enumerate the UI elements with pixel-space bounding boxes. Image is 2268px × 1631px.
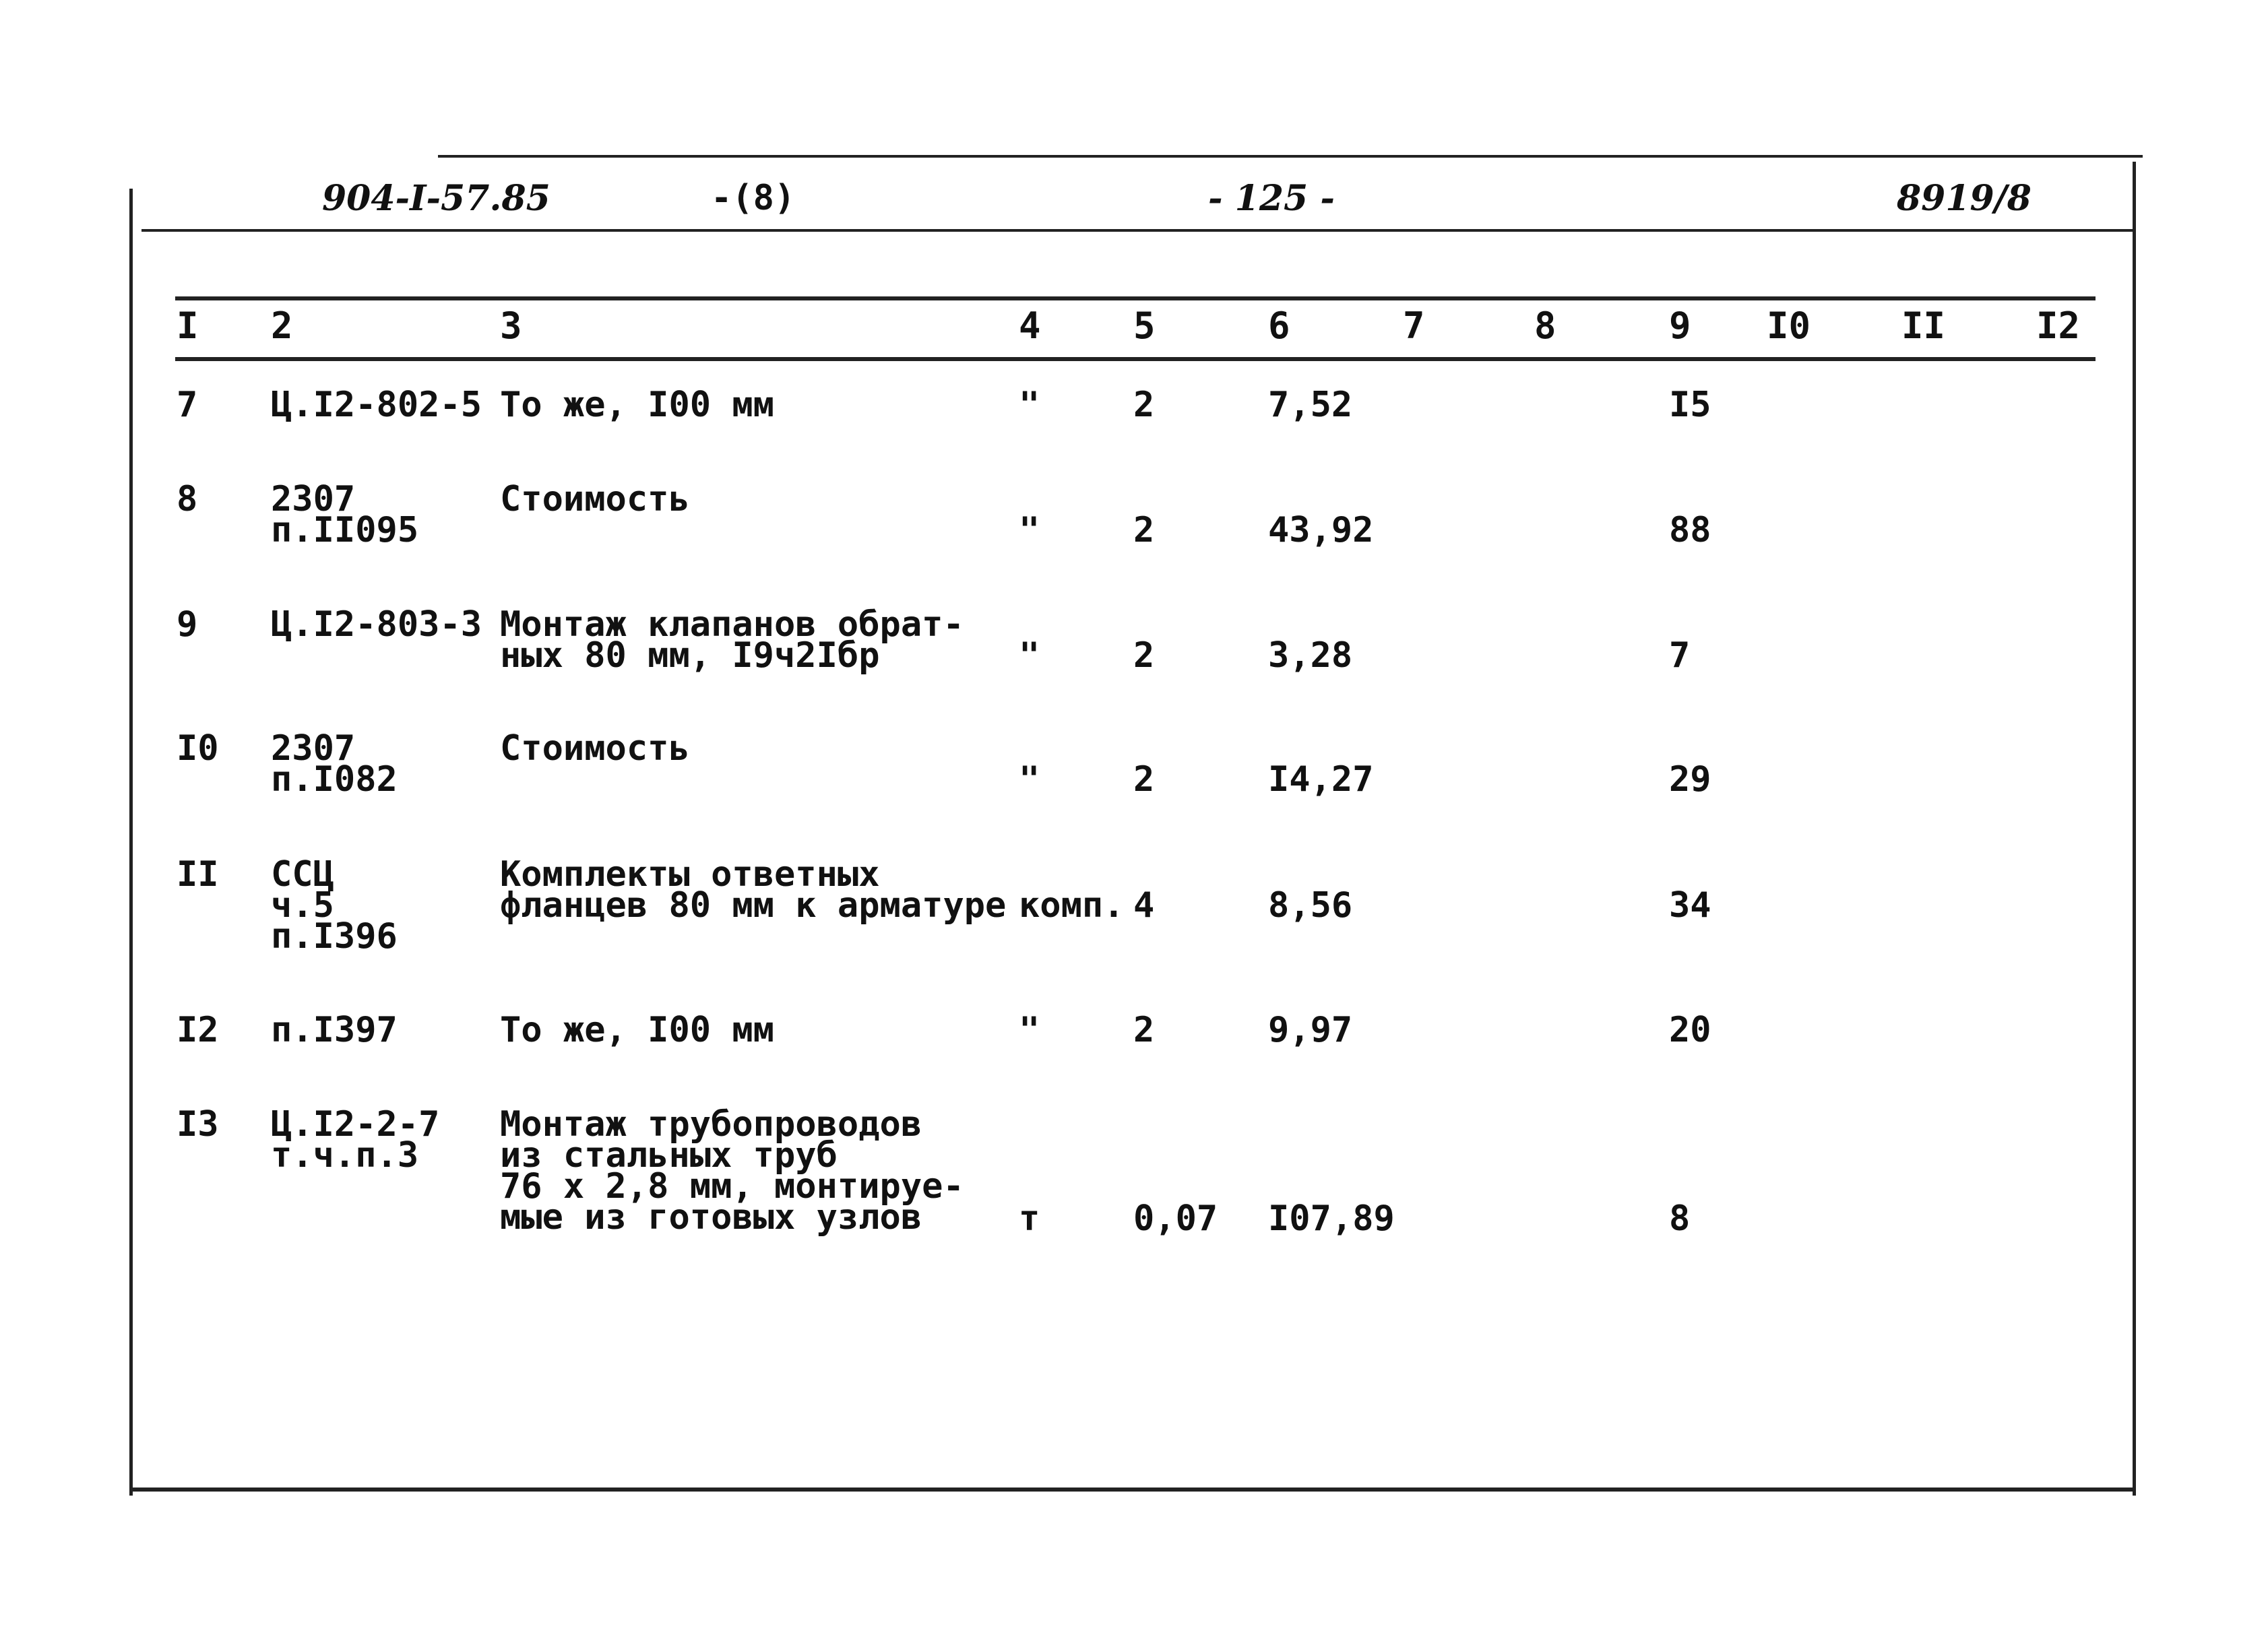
row-number: I3 (177, 1104, 219, 1145)
unit-price: 3,28 (1268, 635, 1353, 676)
page-number: - 125 - (1208, 178, 1335, 219)
unit: т (1019, 1198, 1040, 1239)
quantity: 4 (1133, 885, 1155, 926)
column-header-11: II (1901, 305, 1946, 347)
work-description: То же, I00 мм (500, 385, 774, 425)
quantity: 2 (1133, 510, 1155, 550)
work-description: Монтаж трубопроводов из стальных труб 76 х 2,8 мм, монтируе- мые из готовых узлов (500, 1104, 964, 1238)
header-rule (141, 229, 2136, 232)
quantity: 2 (1133, 635, 1155, 676)
total-cost: I5 (1669, 385, 1711, 425)
inventory-number: 8919/8 (1897, 178, 2031, 219)
work-description: Стоимость (500, 479, 690, 519)
price-code: 2307 п.II095 (271, 479, 419, 550)
unit: " (1019, 510, 1040, 550)
total-cost: 29 (1669, 759, 1711, 800)
quantity: 2 (1133, 1010, 1155, 1050)
total-cost: 8 (1669, 1198, 1691, 1239)
column-header-8: 8 (1534, 305, 1556, 347)
price-code: Ц.I2-802-5 (271, 385, 482, 425)
row-number: I0 (177, 728, 219, 769)
frame-bottom-border (129, 1488, 2136, 1492)
quantity: 2 (1133, 385, 1155, 425)
unit: " (1019, 759, 1040, 800)
total-cost: 7 (1669, 635, 1691, 676)
unit-price: 7,52 (1268, 385, 1353, 425)
column-header-2: 2 (271, 305, 293, 347)
row-number: 9 (177, 604, 198, 645)
column-header-4: 4 (1019, 305, 1041, 347)
table-top-rule (175, 296, 2096, 300)
unit-price: 8,56 (1268, 885, 1353, 926)
unit-price: I07,89 (1268, 1198, 1395, 1239)
price-code: ССЦ ч.5 п.I396 (271, 854, 398, 957)
row-number: II (177, 854, 219, 895)
total-cost: 20 (1669, 1010, 1711, 1050)
unit-price: 9,97 (1268, 1010, 1353, 1050)
column-header-9: 9 (1669, 305, 1691, 347)
work-description: Стоимость (500, 728, 690, 769)
unit: " (1019, 385, 1040, 425)
column-header-10: I0 (1767, 305, 1811, 347)
row-number: I2 (177, 1010, 219, 1050)
document-code: 904-I-57.85 (322, 178, 550, 219)
price-code: Ц.I2-2-7 т.ч.п.3 (271, 1104, 440, 1176)
column-header-1: I (177, 305, 199, 347)
sheet-number: -(8) (711, 178, 796, 218)
unit: " (1019, 1010, 1040, 1050)
unit: " (1019, 635, 1040, 676)
work-description: Монтаж клапанов обрат- ных 80 мм, I9ч2Iбр (500, 604, 964, 676)
column-header-6: 6 (1268, 305, 1290, 347)
frame-left-border (129, 189, 133, 1496)
work-description: То же, I00 мм (500, 1010, 774, 1050)
column-header-7: 7 (1403, 305, 1425, 347)
price-code: п.I397 (271, 1010, 398, 1050)
unit-price: I4,27 (1268, 759, 1374, 800)
row-number: 7 (177, 385, 198, 425)
price-code: Ц.I2-803-3 (271, 604, 482, 645)
price-code: 2307 п.I082 (271, 728, 398, 800)
column-header-12: I2 (2036, 305, 2081, 347)
table-header-rule (175, 357, 2096, 361)
quantity: 2 (1133, 759, 1155, 800)
column-header-5: 5 (1133, 305, 1156, 347)
work-description: Комплекты ответных фланцев 80 мм к арматуре (500, 854, 1007, 926)
column-header-3: 3 (500, 305, 522, 347)
quantity: 0,07 (1133, 1198, 1218, 1239)
frame-top-border (438, 155, 2143, 158)
unit-price: 43,92 (1268, 510, 1374, 550)
frame-right-border (2133, 162, 2136, 1496)
total-cost: 34 (1669, 885, 1711, 926)
total-cost: 88 (1669, 510, 1711, 550)
unit: комп. (1019, 885, 1125, 926)
row-number: 8 (177, 479, 198, 519)
